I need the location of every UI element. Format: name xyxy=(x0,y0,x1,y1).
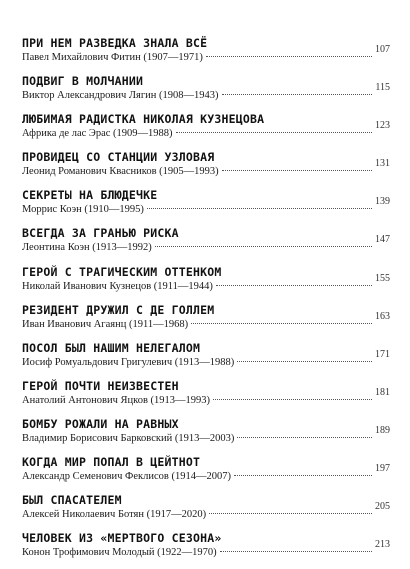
toc-entry-line xyxy=(22,44,390,64)
toc-entry-author: Алексей Николаевич Ботян (1917—2020) xyxy=(22,509,207,521)
toc-entry-author: Моррис Коэн (1910—1995) xyxy=(22,204,144,216)
dot-leader xyxy=(147,208,372,209)
toc-entry[interactable] xyxy=(22,493,390,531)
toc-entry-page: 115 xyxy=(375,82,390,94)
toc-entry-title: ПОСОЛ БЫЛ НАШИМ НЕЛЕГАЛОМ xyxy=(22,340,201,355)
toc-entry-page: 131 xyxy=(375,158,390,170)
toc-entry-author: Павел Михайлович Фитин (1907—1971) xyxy=(22,52,203,63)
toc-entry-line xyxy=(22,196,390,216)
dot-leader xyxy=(213,399,372,400)
toc-entry-line xyxy=(22,310,390,331)
dot-leader xyxy=(222,94,373,95)
toc-entry-page: 197 xyxy=(375,463,390,475)
dot-leader xyxy=(191,323,372,324)
dot-leader xyxy=(222,170,372,171)
toc-entry-title: ВСЕГДА ЗА ГРАНЬЮ РИСКА xyxy=(22,226,179,241)
toc-entry-line xyxy=(22,348,390,369)
toc-entry-title: ПРОВИДЕЦ СО СТАНЦИИ УЗЛОВАЯ xyxy=(22,150,215,165)
toc-entry-page: 155 xyxy=(375,272,390,284)
toc-entry-title: ЧЕЛОВЕК ИЗ «МЕРТВОГО СЕЗОНА» xyxy=(22,531,222,546)
dot-leader xyxy=(176,132,372,133)
toc-entry[interactable] xyxy=(22,379,390,417)
toc-entry-line xyxy=(22,82,390,102)
toc-entry-author: Николай Иванович Кузнецов (1911—1944) xyxy=(22,280,213,292)
toc-entry-title: БЫЛ СПАСАТЕЛЕМ xyxy=(22,493,122,508)
toc-entry-line xyxy=(22,539,390,559)
toc-entry-title: ЛЮБИМАЯ РАДИСТКА НИКОЛАЯ КУЗНЕЦОВА xyxy=(22,112,265,127)
toc-entry-title: РЕЗИДЕНТ ДРУЖИЛ С ДЕ ГОЛЛЕМ xyxy=(22,302,215,317)
toc-entry[interactable] xyxy=(22,74,390,112)
toc-entry-author: Конон Трофимович Молодый (1922—1970) xyxy=(22,547,217,559)
toc-entry-title: ПРИ НЕМ РАЗВЕДКА ЗНАЛА ВСЁ xyxy=(22,36,208,50)
toc-entry[interactable] xyxy=(22,455,390,493)
toc-entry-line xyxy=(22,158,390,178)
toc-entry-page: 107 xyxy=(375,44,390,55)
toc-entry[interactable] xyxy=(22,150,390,188)
dot-leader xyxy=(234,475,372,476)
toc-entry-title: КОГДА МИР ПОПАЛ В ЦЕЙТНОТ xyxy=(22,455,201,470)
toc-entry[interactable] xyxy=(22,265,390,303)
toc-entry[interactable] xyxy=(22,36,390,74)
toc-entry-title: ПОДВИГ В МОЛЧАНИИ xyxy=(22,74,144,89)
table-of-contents xyxy=(22,36,390,569)
dot-leader xyxy=(216,285,372,286)
toc-entry-title: ГЕРОЙ С ТРАГИЧЕСКИМ ОТТЕНКОМ xyxy=(22,264,222,279)
toc-entry-title: СЕКРЕТЫ НА БЛЮДЕЧКЕ xyxy=(22,188,158,203)
toc-entry-page: 189 xyxy=(375,424,390,436)
toc-entry-author: Анатолий Антонович Яцков (1913—1993) xyxy=(22,394,211,406)
toc-entry[interactable] xyxy=(22,341,390,379)
toc-entry-page: 171 xyxy=(375,348,390,360)
toc-entry-line xyxy=(22,272,390,293)
toc-entry-author: Леонид Романович Квасников (1905—1993) xyxy=(22,166,219,178)
toc-entry-page: 213 xyxy=(375,539,390,551)
toc-entry-line xyxy=(22,120,390,140)
toc-entry-author: Иван Иванович Агаянц (1911—1968) xyxy=(22,318,189,330)
dot-leader xyxy=(237,361,372,362)
toc-entry[interactable] xyxy=(22,226,390,264)
toc-entry-page: 147 xyxy=(375,234,390,246)
toc-entry-page: 123 xyxy=(375,120,390,132)
toc-entry-line xyxy=(22,234,390,254)
toc-entry-author: Леонтина Коэн (1913—1992) xyxy=(22,242,152,254)
toc-entry-line xyxy=(22,424,390,445)
dot-leader xyxy=(220,551,372,552)
toc-entry-page: 139 xyxy=(375,196,390,208)
toc-entry-author: Африка де лас Эрас (1909—1988) xyxy=(22,128,173,140)
toc-entry-title: БОМБУ РОЖАЛИ НА РАВНЫХ xyxy=(22,416,179,431)
dot-leader xyxy=(155,246,372,247)
toc-entry[interactable] xyxy=(22,112,390,150)
dot-leader xyxy=(209,513,372,514)
toc-entry[interactable] xyxy=(22,531,390,569)
toc-entry-title: ГЕРОЙ ПОЧТИ НЕИЗВЕСТЕН xyxy=(22,378,179,393)
toc-entry-author: Владимир Борисович Барковский (1913—2003) xyxy=(22,432,235,444)
toc-entry-author: Виктор Александрович Лягин (1908—1943) xyxy=(22,90,219,102)
toc-entry-page: 181 xyxy=(375,386,390,398)
dot-leader xyxy=(206,56,372,57)
toc-entry-page: 205 xyxy=(375,501,390,513)
toc-entry[interactable] xyxy=(22,417,390,455)
dot-leader xyxy=(237,437,372,438)
toc-entry-line xyxy=(22,501,390,521)
toc-entry-author: Иосиф Ромуальдович Григулевич (1913—1988) xyxy=(22,356,235,368)
toc-entry-line xyxy=(22,386,390,407)
toc-entry[interactable] xyxy=(22,303,390,341)
toc-entry-line xyxy=(22,463,390,483)
toc-entry-page: 163 xyxy=(375,310,390,322)
toc-entry-author: Александр Семенович Феклисов (1914—2007) xyxy=(22,471,231,483)
toc-entry[interactable] xyxy=(22,188,390,226)
